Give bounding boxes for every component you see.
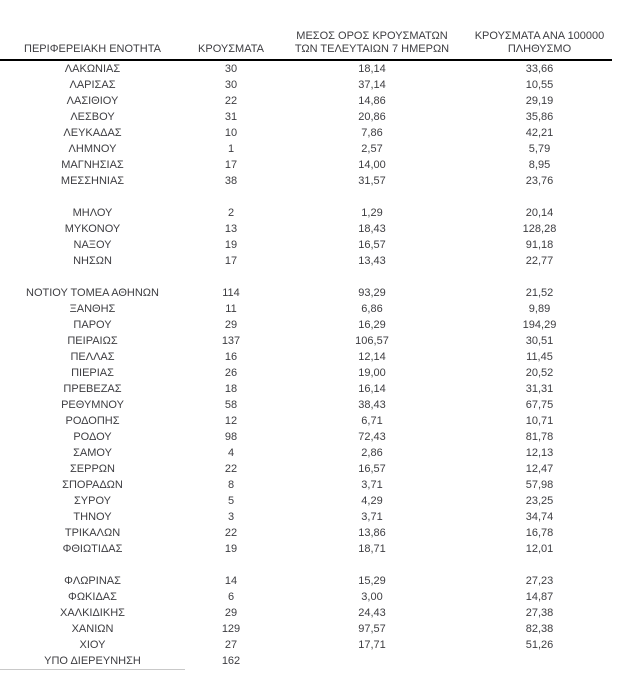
region-cell: ΝΟΤΙΟΥ ΤΟΜΕΑ ΑΘΗΝΩΝ [26, 287, 159, 299]
table-row [0, 109, 612, 125]
region-cell: ΡΟΔΟΥ [73, 431, 112, 443]
col-header-region-label: ΠΕΡΙΦΕΡΕΙΑΚΗ ΕΝΟΤΗΤΑ [24, 43, 161, 55]
per100k-cell: 27,23 [525, 575, 554, 587]
region-cell: ΜΥΚΟΝΟΥ [64, 223, 121, 235]
per100k-cell: 10,55 [525, 79, 554, 91]
table-row [0, 461, 612, 477]
per100k-cell: 5,79 [528, 143, 551, 155]
per100k-cell: 57,98 [525, 479, 554, 491]
table-row [0, 365, 612, 381]
table-row [0, 445, 612, 461]
avg7-cell: 97,57 [358, 623, 386, 635]
avg7-cell: 2,86 [361, 447, 383, 459]
avg7-cell: 38,43 [358, 399, 386, 411]
table-row [0, 413, 612, 429]
avg7-cell: 15,29 [358, 575, 386, 587]
table-row [0, 173, 612, 189]
avg7-cell: 16,57 [358, 239, 386, 251]
per100k-cell: 91,18 [525, 239, 554, 251]
table-row [0, 317, 612, 333]
per100k-cell: 33,66 [525, 63, 554, 75]
per100k-cell: 27,38 [525, 607, 554, 619]
avg7-cell: 24,43 [358, 607, 386, 619]
cases-cell: 31 [224, 111, 238, 123]
table-row [0, 125, 612, 141]
table-row [0, 285, 612, 301]
per100k-cell: 34,74 [525, 511, 554, 523]
region-cell: ΛΕΥΚΑΔΑΣ [63, 127, 122, 139]
per100k-cell: 51,26 [525, 639, 554, 651]
per100k-cell: 20,52 [525, 367, 554, 379]
cases-cell: 3 [227, 511, 235, 523]
section-spacer [0, 557, 612, 573]
per100k-cell: 21,52 [525, 287, 554, 299]
section-spacer-cell [0, 269, 612, 285]
per100k-cell: 23,25 [525, 495, 554, 507]
region-cell: ΜΕΣΣΗΝΙΑΣ [60, 175, 125, 187]
report-page [0, 22, 622, 684]
region-cell: ΣΕΡΡΩΝ [70, 463, 115, 475]
table-row [0, 493, 612, 509]
region-cell: ΠΕΙΡΑΙΩΣ [67, 335, 118, 347]
cases-cell: 11 [225, 303, 237, 315]
per100k-cell: 9,89 [528, 303, 551, 315]
per100k-cell: 35,86 [525, 111, 554, 123]
table-row [0, 77, 612, 93]
region-cell: ΛΑΚΩΝΙΑΣ [64, 63, 121, 75]
cases-cell: 29 [224, 607, 238, 619]
per100k-cell [467, 653, 612, 670]
table-header [0, 22, 612, 60]
table-row [0, 397, 612, 413]
avg7-cell: 2,57 [361, 143, 383, 155]
cases-cell: 137 [221, 335, 241, 347]
region-cell: ΠΕΛΛΑΣ [70, 351, 115, 363]
per100k-cell: 12,13 [525, 447, 554, 459]
region-cell: ΠΑΡΟΥ [73, 319, 112, 331]
region-cell: ΦΩΚΙΔΑΣ [68, 591, 117, 603]
avg7-cell [277, 653, 467, 670]
cases-cell: 114 [222, 287, 240, 299]
cases-cell: 30 [224, 79, 238, 91]
cases-cell: 4 [227, 447, 235, 459]
per100k-cell: 23,76 [525, 175, 554, 187]
region-cell: ΧΑΛΚΙΔΙΚΗΣ [60, 607, 125, 619]
avg7-cell: 16,29 [358, 319, 386, 331]
section-spacer-cell [0, 189, 612, 205]
avg7-cell: 20,86 [358, 111, 386, 123]
region-cell: ΜΑΓΝΗΣΙΑΣ [61, 159, 124, 171]
cases-cell: 18 [224, 383, 238, 395]
region-cell: ΣΠΟΡΑΔΩΝ [62, 479, 123, 491]
avg7-cell: 13,86 [358, 527, 386, 539]
avg7-cell: 18,43 [358, 223, 386, 235]
avg7-cell: 3,71 [361, 511, 383, 523]
region-cell: ΛΑΡΙΣΑΣ [69, 79, 116, 91]
region-cell: ΡΟΔΟΠΗΣ [65, 415, 120, 427]
avg7-cell: 16,57 [358, 463, 386, 475]
cases-cell: 12 [224, 415, 238, 427]
per100k-cell: 22,77 [525, 255, 554, 267]
section-spacer-cell [0, 557, 612, 573]
region-cell: ΥΠΟ ΔΙΕΡΕΥΝΗΣΗ [0, 653, 185, 670]
regional-cases-table [0, 22, 612, 670]
col-header-per100k-line1: ΚΡΟΥΣΜΑΤΑ ΑΝΑ 100000 [474, 30, 605, 42]
avg7-cell: 3,71 [361, 479, 383, 491]
avg7-cell: 17,71 [358, 639, 386, 651]
cases-cell: 30 [224, 63, 238, 75]
region-cell: ΦΛΩΡΙΝΑΣ [64, 575, 121, 587]
col-header-cases-label: ΚΡΟΥΣΜΑΤΑ [198, 43, 264, 55]
avg7-cell: 7,86 [361, 127, 383, 139]
region-cell: ΣΑΜΟΥ [73, 447, 112, 459]
avg7-cell: 3,00 [361, 591, 383, 603]
section-spacer [0, 269, 612, 285]
region-cell: ΞΑΝΘΗΣ [69, 303, 116, 315]
region-cell: ΝΗΣΩΝ [73, 255, 112, 267]
cases-cell: 22 [224, 463, 238, 475]
table-row [0, 237, 612, 253]
table-row [0, 60, 612, 77]
avg7-cell: 16,14 [358, 383, 386, 395]
per100k-cell: 194,29 [522, 319, 557, 331]
region-cell: ΧΙΟΥ [79, 639, 106, 651]
per100k-cell: 42,21 [525, 127, 554, 139]
col-header-per100k-line2: ΠΛΗΘΥΣΜΟ [507, 43, 572, 55]
avg7-cell: 31,57 [358, 175, 386, 187]
cases-cell: 98 [224, 431, 238, 443]
table-row [0, 637, 612, 653]
table-row [0, 205, 612, 221]
region-cell: ΡΕΘΥΜΝΟΥ [61, 399, 124, 411]
cases-cell: 29 [224, 319, 238, 331]
per100k-cell: 8,95 [528, 159, 551, 171]
per100k-cell: 20,14 [525, 207, 554, 219]
table-row [0, 541, 612, 557]
per100k-cell: 10,71 [525, 415, 554, 427]
avg7-cell: 106,57 [355, 335, 389, 347]
cases-cell: 6 [227, 591, 235, 603]
per100k-cell: 128,28 [522, 223, 557, 235]
table-row [0, 477, 612, 493]
per100k-cell: 16,78 [525, 527, 554, 539]
table-row [0, 429, 612, 445]
per100k-cell: 12,01 [525, 543, 554, 555]
region-cell: ΠΡΕΒΕΖΑΣ [63, 383, 122, 395]
table-row [0, 381, 612, 397]
section-spacer [0, 189, 612, 205]
region-cell: ΤΡΙΚΑΛΩΝ [64, 527, 121, 539]
cases-cell: 22 [224, 95, 238, 107]
per100k-cell: 67,75 [525, 399, 554, 411]
cases-cell: 19 [224, 543, 238, 555]
cases-cell: 5 [227, 495, 235, 507]
avg7-cell: 72,43 [358, 431, 386, 443]
avg7-cell: 1,29 [361, 207, 383, 219]
per100k-cell: 81,78 [525, 431, 554, 443]
cases-cell: 27 [224, 639, 238, 651]
cases-cell: 129 [221, 623, 241, 635]
cases-cell: 1 [227, 143, 235, 155]
header-row [0, 22, 612, 60]
avg7-cell: 19,00 [358, 367, 386, 379]
col-header-avg7 [277, 22, 467, 60]
cases-cell: 58 [224, 399, 238, 411]
avg7-cell: 4,29 [361, 495, 383, 507]
table-row [0, 605, 612, 621]
cases-cell: 8 [227, 479, 235, 491]
table-row [0, 301, 612, 317]
table-row [0, 573, 612, 589]
col-header-avg7-line2: ΤΩΝ ΤΕΛΕΥΤΑΙΩΝ 7 ΗΜΕΡΩΝ [294, 43, 450, 55]
cases-cell: 19 [224, 239, 238, 251]
per100k-cell: 14,87 [525, 591, 554, 603]
per100k-cell: 30,51 [525, 335, 554, 347]
table-row [0, 333, 612, 349]
table-row [0, 589, 612, 605]
region-cell: ΤΗΝΟΥ [73, 511, 112, 523]
avg7-cell: 14,00 [358, 159, 386, 171]
region-cell: ΜΗΛΟΥ [72, 207, 113, 219]
cases-cell: 162 [221, 655, 241, 668]
region-cell: ΝΑΞΟΥ [73, 239, 112, 251]
region-cell: ΧΑΝΙΩΝ [71, 623, 114, 635]
region-cell: ΛΕΣΒΟΥ [70, 111, 115, 123]
cases-cell: 22 [224, 527, 238, 539]
cases-cell: 14 [224, 575, 238, 587]
per100k-cell: 12,47 [525, 463, 554, 475]
cases-cell: 38 [224, 175, 238, 187]
cases-cell: 16 [224, 351, 238, 363]
avg7-cell: 6,86 [361, 303, 383, 315]
table-row [0, 93, 612, 109]
col-header-cases [185, 22, 277, 60]
avg7-cell: 6,71 [361, 415, 383, 427]
col-header-region [0, 22, 185, 60]
avg7-cell: 18,71 [358, 543, 386, 555]
per100k-cell: 82,38 [525, 623, 554, 635]
cases-cell: 2 [227, 207, 235, 219]
col-header-avg7-line1: ΜΕΣΟΣ ΟΡΟΣ ΚΡΟΥΣΜΑΤΩΝ [296, 30, 448, 42]
table-row [0, 621, 612, 637]
avg7-cell: 14,86 [358, 95, 386, 107]
table-row [0, 157, 612, 173]
cases-cell: 13 [224, 223, 238, 235]
avg7-cell: 93,29 [358, 287, 386, 299]
per100k-cell: 31,31 [525, 383, 554, 395]
cases-cell: 10 [224, 127, 238, 139]
table-row [0, 253, 612, 269]
col-header-per100k [467, 22, 612, 60]
per100k-cell: 29,19 [525, 95, 554, 107]
table-row [0, 141, 612, 157]
region-cell: ΛΑΣΙΘΙΟΥ [66, 95, 119, 107]
cases-cell: 17 [224, 255, 238, 267]
per100k-cell: 11,45 [526, 351, 553, 363]
avg7-cell: 18,14 [358, 63, 386, 75]
table-row [0, 509, 612, 525]
avg7-cell: 37,14 [358, 79, 386, 91]
cases-cell: 17 [224, 159, 238, 171]
region-cell: ΛΗΜΝΟΥ [68, 143, 117, 155]
cases-cell: 26 [224, 367, 238, 379]
avg7-cell: 13,43 [358, 255, 386, 267]
table-row [0, 653, 612, 670]
table-row [0, 349, 612, 365]
table-row [0, 221, 612, 237]
region-cell: ΠΙΕΡΙΑΣ [71, 367, 114, 379]
region-cell: ΣΥΡΟΥ [73, 495, 111, 507]
table-row [0, 525, 612, 541]
cases-table-body [0, 60, 612, 670]
avg7-cell: 12,14 [358, 351, 386, 363]
region-cell: ΦΘΙΩΤΙΔΑΣ [62, 543, 123, 555]
